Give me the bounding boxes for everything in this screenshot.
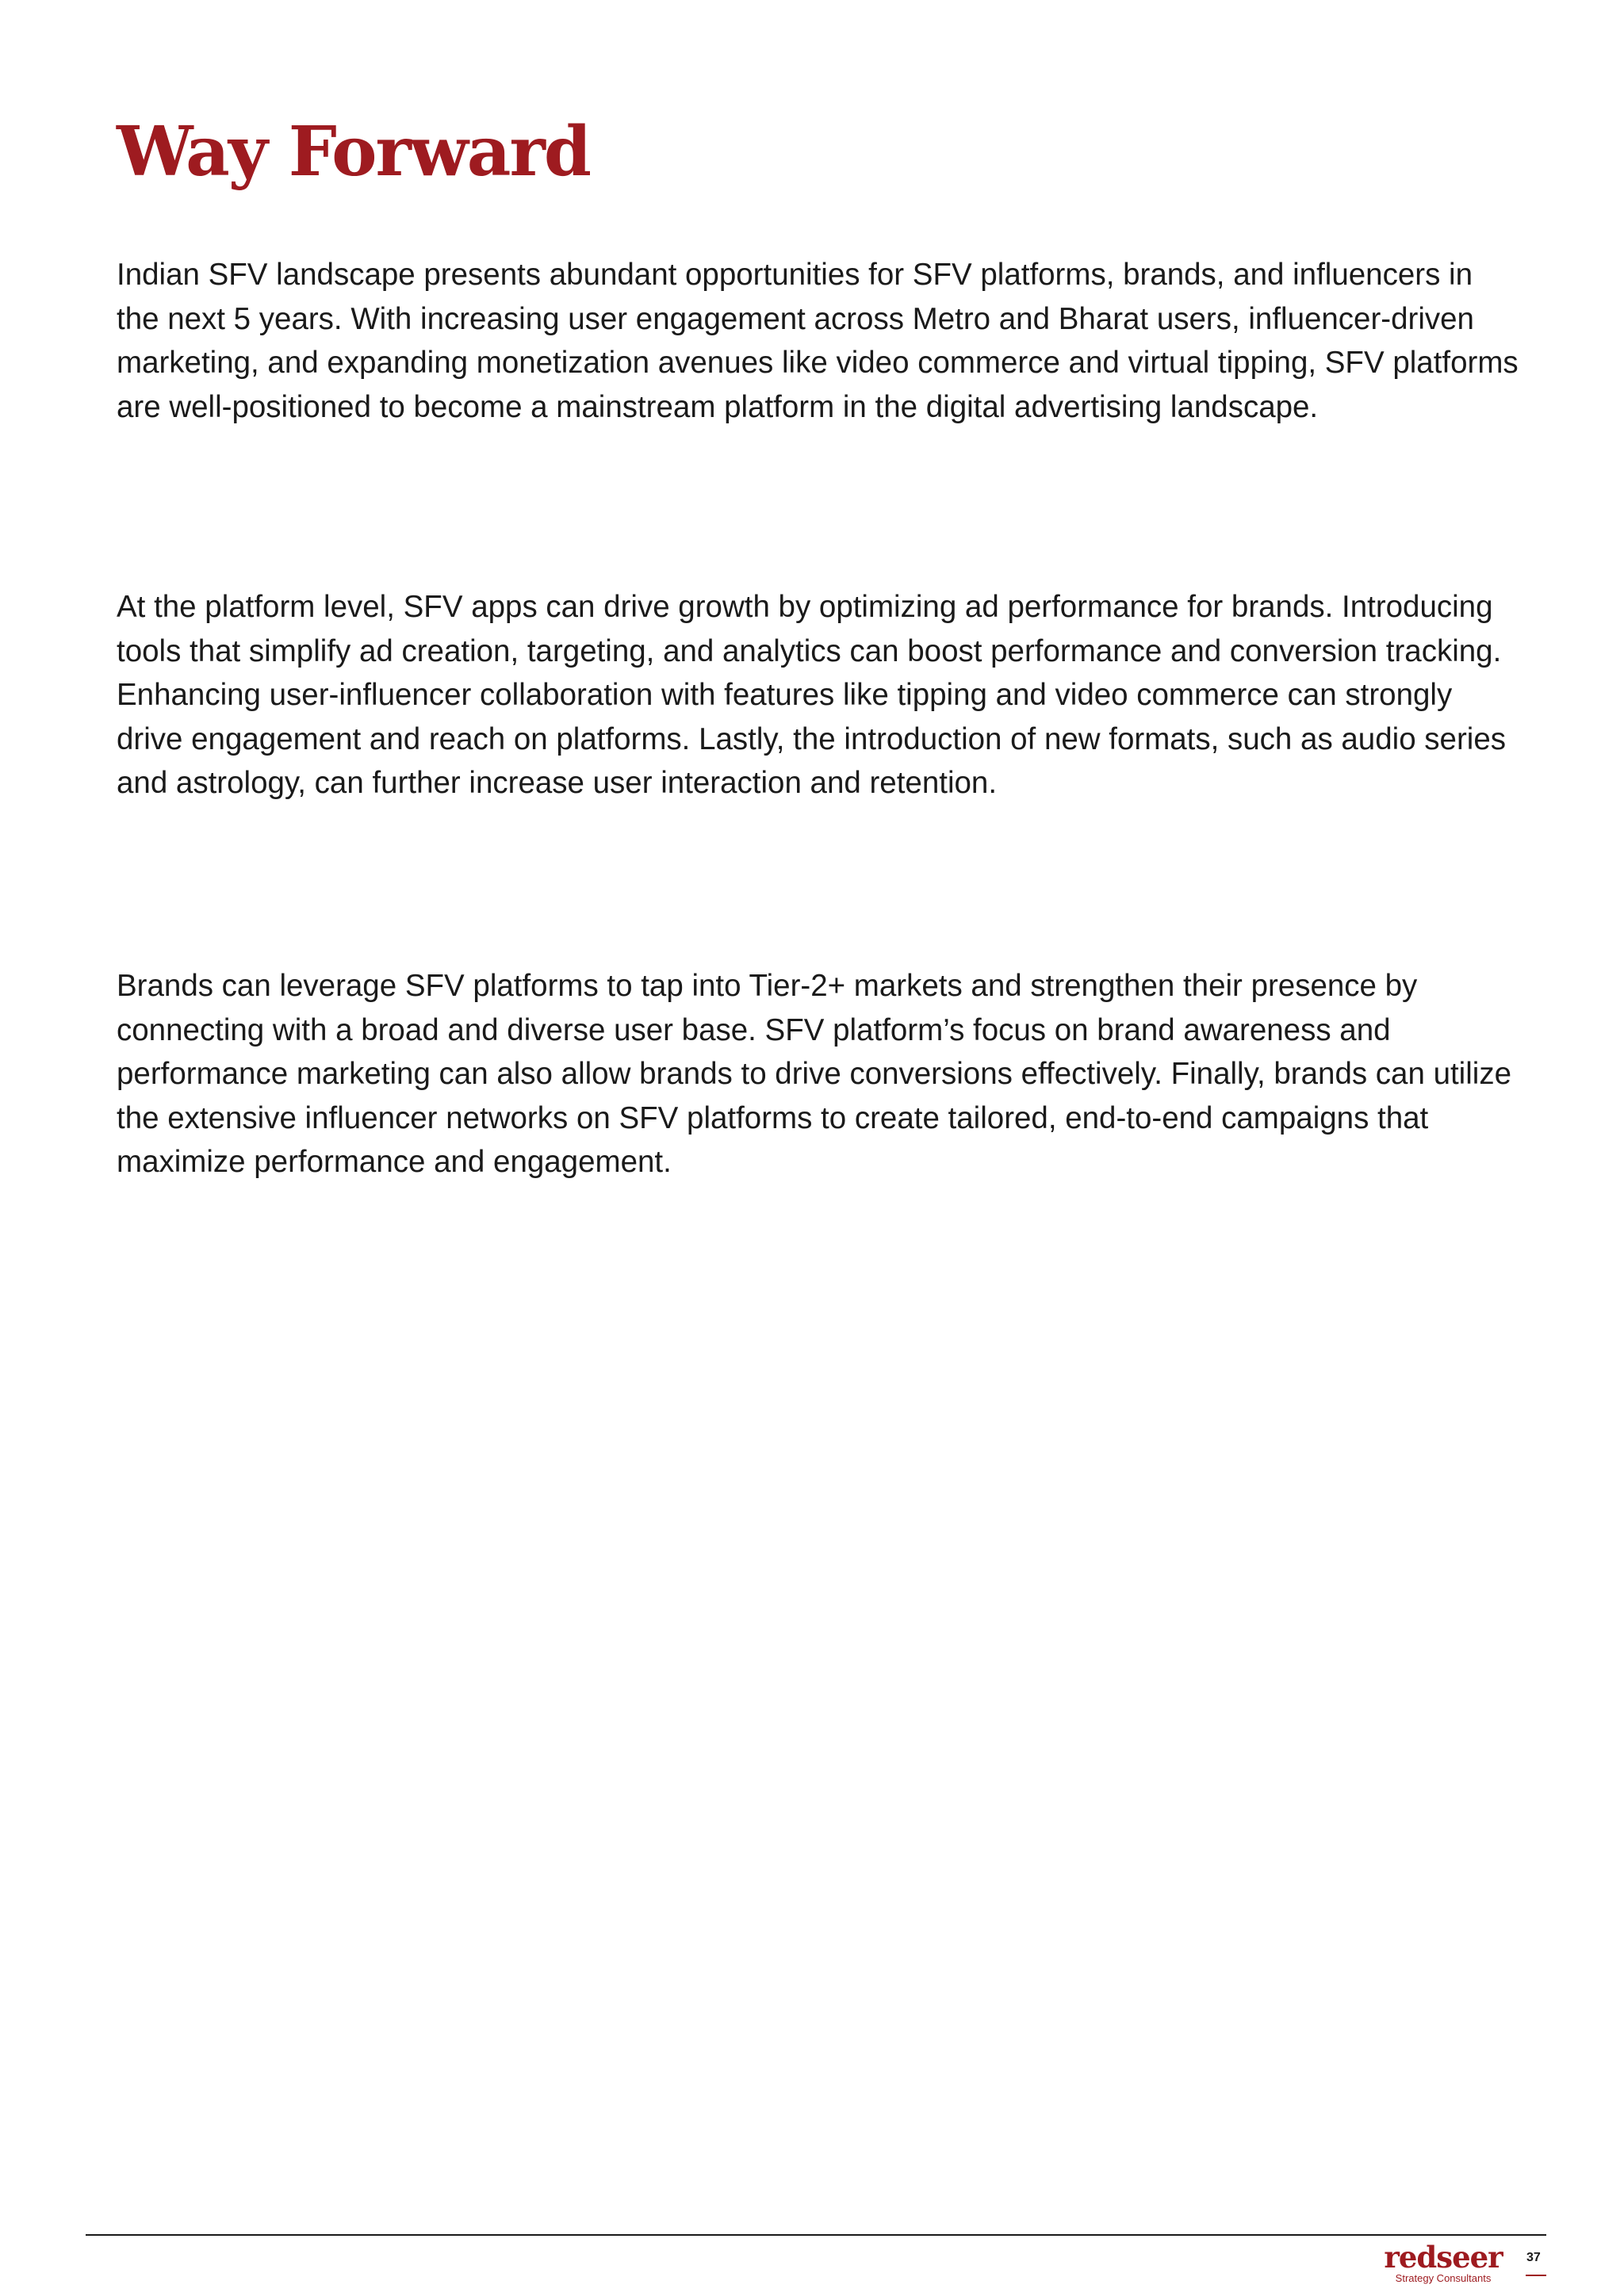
page-title: Way Forward <box>117 112 590 192</box>
logo-wordmark: redseer <box>1384 2240 1503 2275</box>
body-paragraph-intro: Indian SFV landscape presents abundant opportunities for SFV platforms, brands, and influencers in the next 5 years. With increasing user engagement across Metro and Bharat users, influencer-driven marketing, and expanding monetization avenues like video commerce and virtual tipping, SFV platforms are well-positioned to become a mainstream platform in the digital advertising landscape. <box>117 258 1519 424</box>
page-number: 37 <box>1526 2251 1541 2264</box>
redseer-logo <box>1384 2242 1503 2285</box>
body-paragraph-platform: At the platform level, SFV apps can drive growth by optimizing ad performance for brands. Introducing tools that simplify ad creation, targeting, and analytics can boost performance and conversion tracking. Enhancing user-influencer collaboration with features like tipping and video commerce can strongly drive engagement and reach on platforms. Lastly, the introduction of new formats, such as audio series and astrology, can further increase user interaction and retention. <box>117 590 1506 800</box>
logo-subtitle: Strategy Consultants <box>1395 2272 1492 2284</box>
footer-divider <box>86 2234 1546 2236</box>
page-number-underline <box>1526 2275 1546 2276</box>
body-paragraph-brands: Brands can leverage SFV platforms to tap into Tier-2+ markets and strengthen their presence by connecting with a broad and diverse user base. SFV platform’s focus on brand awareness and performance marketing can also allow brands to drive conversions effectively. Finally, brands can utilize the extensive influencer networks on SFV platforms to create tailored, end-to-end campaigns that maximize performance and engagement. <box>117 969 1512 1179</box>
